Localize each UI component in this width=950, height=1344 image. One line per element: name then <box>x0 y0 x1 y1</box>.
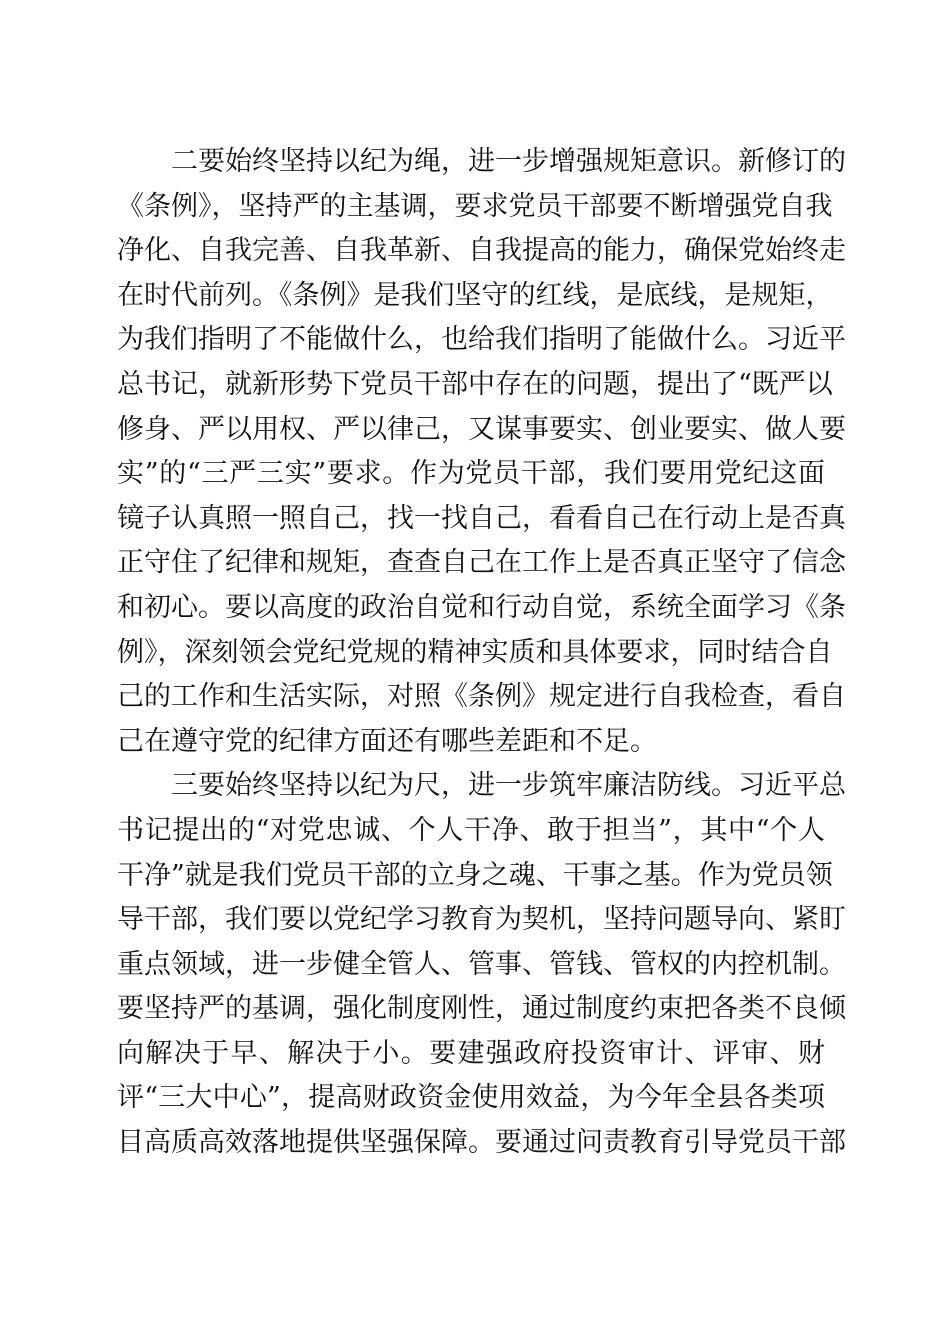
text-line: 在时代前列。《条例》是我们坚守的红线，是底线，是规矩， <box>117 279 833 311</box>
text-line: 正守住了纪律和规矩，查查自己在工作上是否真正坚守了信念 <box>117 547 846 579</box>
paragraph-discipline-rule <box>117 140 846 764</box>
text-line: 目高质高效落地提供坚强保障。要通过问责教育引导党员干部 <box>117 1127 846 1159</box>
text-line: 例》，深刻领会党纪党规的精神实质和具体要求，同时结合自 <box>117 636 833 668</box>
text-line: 己的工作和生活实际，对照《条例》规定进行自我检查，看自 <box>117 681 846 713</box>
text-line: 评“三大中心”，提高财政资金使用效益，为今年全县各类项 <box>117 1082 825 1114</box>
text-line: 干净”就是我们党员干部的立身之魂、干事之基。作为党员领 <box>117 859 833 891</box>
text-line: 为我们指明了不能做什么，也给我们指明了能做什么。习近平 <box>117 324 846 356</box>
text-line: 总书记，就新形势下党员干部中存在的问题，提出了“既严以 <box>117 368 833 400</box>
body-text <box>117 140 846 1166</box>
text-line: 镜子认真照一照自己，找一找自己，看看自己在行动上是否真 <box>117 502 846 534</box>
text-line: 己在遵守党的纪律方面还有哪些差距和不足。 <box>117 725 657 757</box>
text-line: 修身、严以用权、严以律己，又谋事要实、创业要实、做人要 <box>117 413 846 445</box>
text-line: 实”的“三严三实”要求。作为党员干部，我们要用党纪这面 <box>117 458 825 490</box>
text-line: 《条例》，坚持严的主基调，要求党员干部要不断增强党自我 <box>117 190 833 222</box>
text-line: 和初心。要以高度的政治自觉和行动自觉，系统全面学习《条 <box>117 591 846 623</box>
paragraph-discipline-measure <box>117 764 846 1165</box>
text-line: 三要始终坚持以纪为尺，进一步筑牢廉洁防线。习近平总 <box>171 770 846 802</box>
text-line: 导干部，我们要以党纪学习教育为契机，坚持问题导向、紧盯 <box>117 904 846 936</box>
text-line: 向解决于早、解决于小。要建强政府投资审计、评审、财 <box>117 1037 825 1069</box>
text-line: 要坚持严的基调，强化制度刚性，通过制度约束把各类不良倾 <box>117 993 846 1025</box>
text-line: 重点领域，进一步健全管人、管事、管钱、管权的内控机制。 <box>117 948 846 980</box>
text-line: 净化、自我完善、自我革新、自我提高的能力，确保党始终走 <box>117 235 846 267</box>
text-line: 书记提出的“对党忠诚、个人干净、敢于担当”，其中“个人 <box>117 814 825 846</box>
text-line: 二要始终坚持以纪为绳，进一步增强规矩意识。新修订的 <box>171 146 846 177</box>
